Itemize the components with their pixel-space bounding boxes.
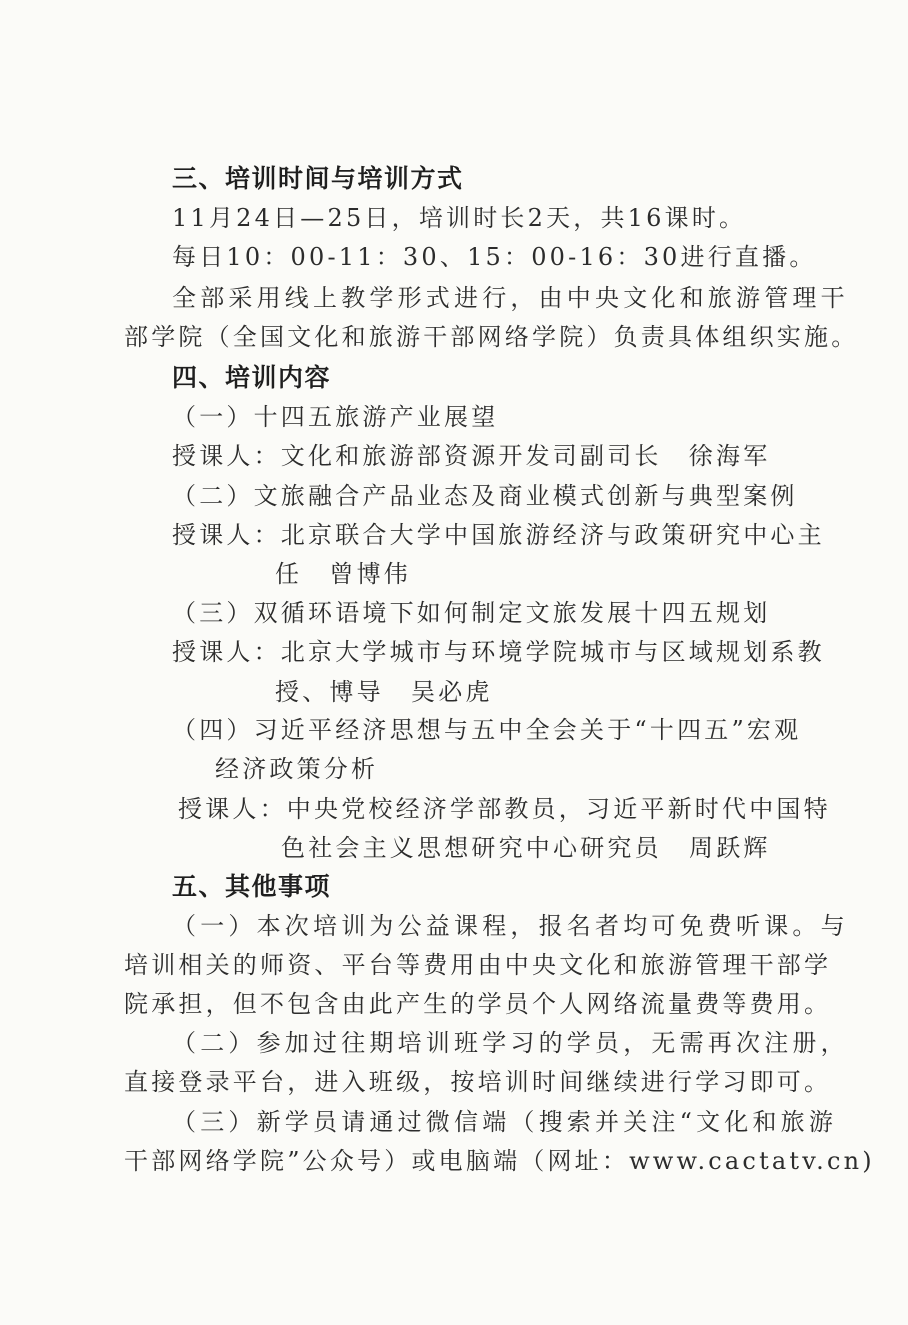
course-3-lecturer-line-2: 授、博导 吴必虎 (275, 678, 493, 706)
section4-heading: 四、培训内容 (172, 363, 332, 392)
course-4-title-line-2: 经济政策分析 (215, 755, 379, 783)
section5-heading: 五、其他事项 (172, 872, 332, 901)
section5-line-7: 干部网络学院”公众号）或电脑端（网址：www.cactatv.cn) (124, 1147, 875, 1175)
course-4-title-line-1: （四）习近平经济思想与五中全会关于“十四五”宏观 (172, 716, 802, 744)
course-2-lecturer-line-2: 任 曾博伟 (275, 560, 411, 588)
course-1-lecturer: 授课人：文化和旅游部资源开发司副司长 徐海军 (172, 442, 771, 470)
section5-line-1: （一）本次培训为公益课程，报名者均可免费听课。与 (172, 912, 849, 940)
section5-line-2: 培训相关的师资、平台等费用由中央文化和旅游管理干部学 (124, 951, 832, 979)
course-3-lecturer-line-1: 授课人：北京大学城市与环境学院城市与区域规划系教 (172, 638, 825, 666)
section5-line-6: （三）新学员请通过微信端（搜索并关注“文化和旅游 (172, 1108, 838, 1136)
section3-line-2: 每日10：00-11：30、15：00-16：30进行直播。 (172, 243, 817, 271)
section3-line-3: 全部采用线上教学形式进行，由中央文化和旅游管理干 (172, 284, 849, 312)
section5-line-3: 院承担，但不包含由此产生的学员个人网络流量费等费用。 (124, 990, 832, 1018)
section3-line-1: 11月24日—25日，培训时长2天，共16课时。 (172, 204, 747, 232)
course-2-lecturer-line-1: 授课人：北京联合大学中国旅游经济与政策研究中心主 (172, 521, 825, 549)
section5-line-5: 直接登录平台，进入班级，按培训时间继续进行学习即可。 (124, 1068, 832, 1096)
course-1-title: （一）十四五旅游产业展望 (172, 403, 499, 431)
course-3-title: （三）双循环语境下如何制定文旅发展十四五规划 (172, 599, 771, 627)
course-2-title: （二）文旅融合产品业态及商业模式创新与典型案例 (172, 482, 798, 510)
course-4-lecturer-line-2: 色社会主义思想研究中心研究员 周跃辉 (281, 834, 771, 862)
section3-heading: 三、培训时间与培训方式 (172, 164, 464, 193)
section5-line-4: （二）参加过往期培训班学习的学员，无需再次注册， (172, 1029, 849, 1057)
section3-line-4: 部学院（全国文化和旅游干部网络学院）负责具体组织实施。 (124, 323, 859, 351)
course-4-lecturer-line-1: 授课人：中央党校经济学部教员，习近平新时代中国特 (178, 795, 831, 823)
